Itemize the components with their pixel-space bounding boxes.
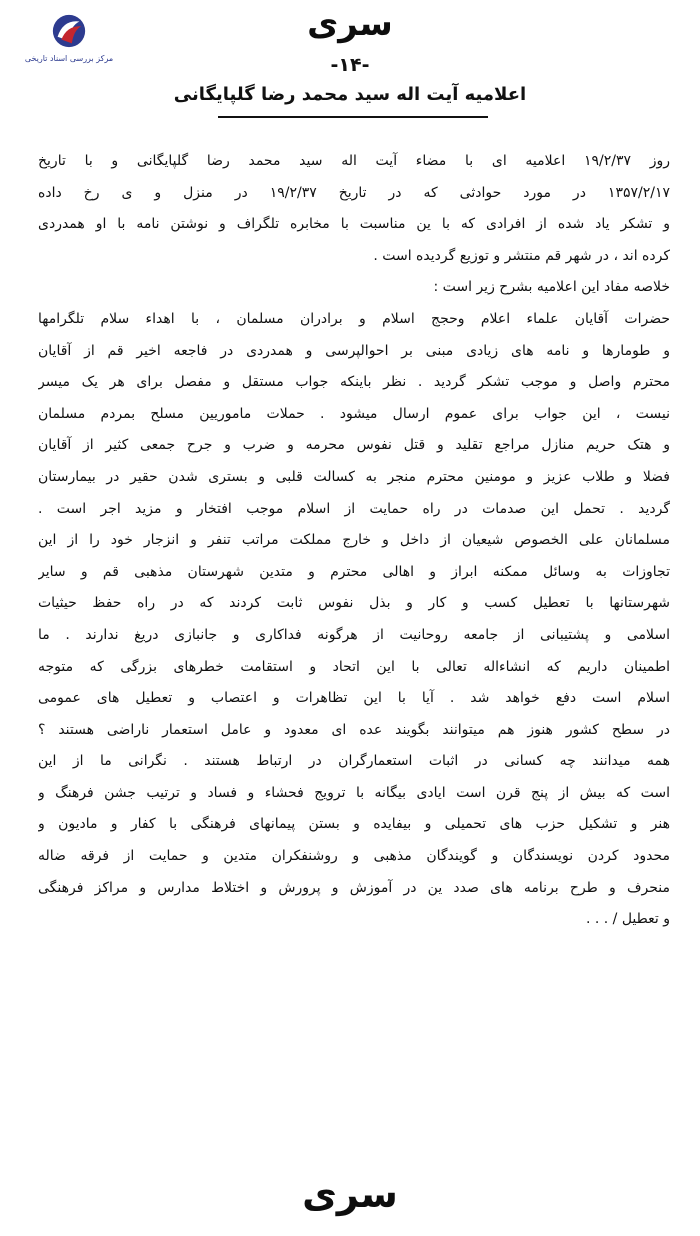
body-line: و تشکر یاد شده از افرادی که با ین مناسبت با مخابره تلگراف و نوشتن نامه با او همدردی (38, 216, 670, 233)
body-line: فضلا و طلاب عزیز و مومنین محترم منجر به کسالت قلبی و بستری شدن حقیر در بیمارستان (38, 468, 670, 485)
body-line: و طومارها و نامه های زیادی مبنی بر احوالپرسی و همدردی در فاجعه اخیر قم از آقایان (38, 342, 670, 359)
classification-stamp-top: سری (307, 4, 393, 44)
archive-logo-caption: مرکز بررسی اسناد تاریخی (24, 54, 114, 63)
body-line: کرده اند ، در شهر قم منتشر و توزیع گردیده است . (373, 247, 670, 264)
body-line: محترم واصل و موجب تشکر گردید . نظر باینکه جواب مستقل و مفصل برای هر یک میسر (38, 374, 670, 391)
body-line: تجاوزات به وسائل ممکنه ابراز و اهالی محترم و متدین شهرستان مذهبی قم و سایر (38, 563, 670, 580)
body-line: در سطح کشور هنوز هم میتوانند بگویند عده ای معدود و عامل استعمار ناراضی هستند ؟ (38, 721, 670, 738)
title-underline (218, 116, 488, 118)
body-line: همه میدانند چه کسانی در اثبات استعمارگران در ارتباط هستند . نگرانی ما از این (38, 753, 670, 770)
body-line: شهرستانها با تعطیل کسب و کار و بذل نفوس ثابت کردند که در راه حفظ حیثیات (38, 595, 670, 612)
body-line: حضرات آقایان علماء اعلام وحجج اسلام و برادران مسلمان ، با اهداء سلام تلگرامها (38, 310, 670, 327)
page-number: -۱۴- (330, 54, 370, 76)
body-line: گردید . تحمل این صدمات در راه حمایت از اسلام موجب افتخار و مزید اجر است . (38, 500, 670, 517)
document-body (38, 146, 670, 936)
body-line: هنر و تشکیل حزب های تحمیلی و بیفایده و بستن پیمانهای فرهنگی با کفار و مادیون و (38, 816, 670, 833)
body-line: خلاصه مفاد این اعلامیه بشرح زیر است : (433, 279, 670, 296)
body-line: منحرف و طرح برنامه های صدد ین در آموزش و پرورش و اختلاط مدارس و مراکز فرهنگی (38, 879, 670, 896)
body-line: روز ۱۹/۲/۳۷ اعلامیه ای با مضاء آیت اله سید محمد رضا گلپایگانی و با تاریخ (38, 153, 670, 169)
body-line: اطمینان داریم که انشاءاله تعالی با این اتحاد و استقامت خطرهای بزرگی که متوجه (38, 658, 670, 675)
body-line: نیست ، این جواب برای عموم ارسال میشود . حملات ماموریین مسلح بمردم مسلمان (38, 405, 670, 422)
body-line: و تعطیل / . . . (585, 911, 670, 928)
classification-stamp-bottom: سری (302, 1172, 398, 1216)
body-line: و هتک حریم منازل مراجع تقلید و قتل نفوس محرمه و ضرب و جرح جمعی کثیر از آقایان (38, 437, 670, 454)
body-line: اسلام است دفع خواهد شد . آیا با این تظاهرات و اعتصاب و تعطیل های عمومی (38, 690, 670, 707)
body-line: اسلامی و پشتیبانی از جامعه روحانیت از هرگونه فداکاری و جانبازی دریغ ندارند . ما (38, 626, 670, 643)
body-line: محدود کردن نویسندگان و گویندگان مذهبی و روشنفکران متدین و حمایت از فرقه ضاله (38, 848, 670, 865)
document-title: اعلامیه آیت اله سید محمد رضا گلپایگانی (173, 84, 527, 105)
body-line: ۱۳۵۷/۲/۱۷ در مورد حوادثی که در تاریخ ۱۹/۲/۳۷ در منزل و ی رخ داده (38, 184, 670, 201)
body-line: است که بیش از پنج قرن است ایادی بیگانه با ترویج فحشاء و فساد و ترتیب جشن فرهنگ و (38, 784, 670, 801)
body-line: مسلمانان علی الخصوص شیعیان از داخل و خارج مملکت مراتب تنفر و انزجار خود را از این (38, 532, 670, 549)
